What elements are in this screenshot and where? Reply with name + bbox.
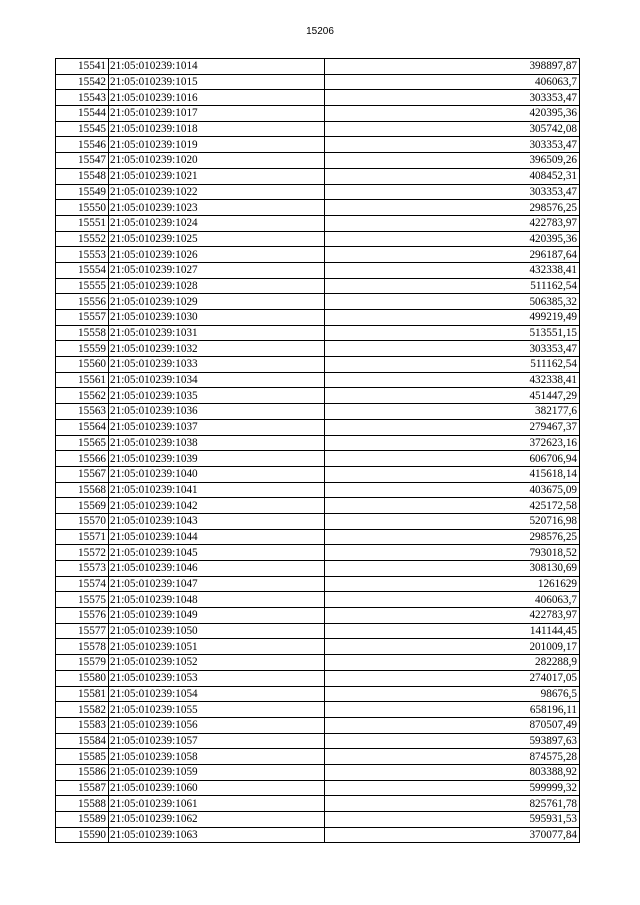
row-number-cell: 15569 [56,498,109,514]
cadastral-number-cell: 21:05:010239:1020 [109,153,325,169]
table-row [56,466,580,482]
row-number-cell: 15578 [56,639,109,655]
value-cell: 420395,36 [325,106,580,122]
cadastral-number-cell: 21:05:010239:1054 [109,686,325,702]
cadastral-number-cell: 21:05:010239:1024 [109,215,325,231]
row-number-cell: 15543 [56,90,109,106]
value-cell: 420395,36 [325,231,580,247]
table-row [56,623,580,639]
table-row [56,670,580,686]
table-row [56,341,580,357]
row-number-cell: 15552 [56,231,109,247]
cadastral-number-cell: 21:05:010239:1034 [109,372,325,388]
row-number-cell: 15553 [56,247,109,263]
table-row [56,764,580,780]
table-row [56,74,580,90]
cadastral-number-cell: 21:05:010239:1015 [109,74,325,90]
value-cell: 425172,58 [325,498,580,514]
row-number-cell: 15556 [56,294,109,310]
cadastral-number-cell: 21:05:010239:1063 [109,827,325,843]
cadastral-number-cell: 21:05:010239:1050 [109,623,325,639]
value-cell: 1261629 [325,576,580,592]
cadastral-number-cell: 21:05:010239:1021 [109,168,325,184]
row-number-cell: 15575 [56,592,109,608]
cadastral-number-cell: 21:05:010239:1058 [109,749,325,765]
value-cell: 298576,25 [325,200,580,216]
row-number-cell: 15581 [56,686,109,702]
value-cell: 382177,6 [325,404,580,420]
value-cell: 874575,28 [325,749,580,765]
value-cell: 303353,47 [325,184,580,200]
row-number-cell: 15548 [56,168,109,184]
cadastral-number-cell: 21:05:010239:1030 [109,310,325,326]
value-cell: 303353,47 [325,137,580,153]
row-number-cell: 15582 [56,702,109,718]
cadastral-number-cell: 21:05:010239:1045 [109,545,325,561]
value-cell: 98676,5 [325,686,580,702]
cadastral-number-cell: 21:05:010239:1037 [109,419,325,435]
table-row [56,215,580,231]
cadastral-number-cell: 21:05:010239:1032 [109,341,325,357]
table-row [56,90,580,106]
row-number-cell: 15571 [56,529,109,545]
cadastral-number-cell: 21:05:010239:1049 [109,608,325,624]
value-cell: 520716,98 [325,513,580,529]
value-cell: 511162,54 [325,278,580,294]
value-cell: 296187,64 [325,247,580,263]
value-cell: 406063,7 [325,592,580,608]
value-cell: 403675,09 [325,482,580,498]
row-number-cell: 15565 [56,435,109,451]
value-cell: 372623,16 [325,435,580,451]
table-row [56,231,580,247]
table-row [56,796,580,812]
cadastral-number-cell: 21:05:010239:1026 [109,247,325,263]
cadastral-number-cell: 21:05:010239:1041 [109,482,325,498]
row-number-cell: 15566 [56,451,109,467]
row-number-cell: 15559 [56,341,109,357]
row-number-cell: 15542 [56,74,109,90]
table-row [56,419,580,435]
cadastral-number-cell: 21:05:010239:1060 [109,780,325,796]
row-number-cell: 15567 [56,466,109,482]
cadastral-number-cell: 21:05:010239:1048 [109,592,325,608]
row-number-cell: 15555 [56,278,109,294]
row-number-cell: 15589 [56,812,109,828]
value-cell: 499219,49 [325,310,580,326]
table-row [56,639,580,655]
cadastral-number-cell: 21:05:010239:1056 [109,717,325,733]
table-row [56,325,580,341]
value-cell: 370077,84 [325,827,580,843]
table-row [56,262,580,278]
value-cell: 305742,08 [325,121,580,137]
cadastral-number-cell: 21:05:010239:1044 [109,529,325,545]
table-row [56,561,580,577]
table-row [56,576,580,592]
value-cell: 793018,52 [325,545,580,561]
cadastral-number-cell: 21:05:010239:1027 [109,262,325,278]
row-number-cell: 15554 [56,262,109,278]
row-number-cell: 15588 [56,796,109,812]
table-row [56,655,580,671]
value-cell: 141144,45 [325,623,580,639]
cadastral-number-cell: 21:05:010239:1055 [109,702,325,718]
table-row [56,498,580,514]
row-number-cell: 15584 [56,733,109,749]
table-row [56,686,580,702]
table-row [56,608,580,624]
table-row [56,294,580,310]
value-cell: 511162,54 [325,357,580,373]
table-row [56,513,580,529]
cadastral-number-cell: 21:05:010239:1039 [109,451,325,467]
row-number-cell: 15586 [56,764,109,780]
value-cell: 279467,37 [325,419,580,435]
row-number-cell: 15560 [56,357,109,373]
row-number-cell: 15572 [56,545,109,561]
table-row [56,717,580,733]
cadastral-number-cell: 21:05:010239:1028 [109,278,325,294]
value-cell: 606706,94 [325,451,580,467]
cadastral-number-cell: 21:05:010239:1025 [109,231,325,247]
cadastral-number-cell: 21:05:010239:1035 [109,388,325,404]
value-cell: 408452,31 [325,168,580,184]
row-number-cell: 15590 [56,827,109,843]
row-number-cell: 15549 [56,184,109,200]
table-row [56,184,580,200]
table-row [56,812,580,828]
cadastral-number-cell: 21:05:010239:1031 [109,325,325,341]
cadastral-value-table [55,58,580,843]
table-row [56,592,580,608]
value-cell: 432338,41 [325,372,580,388]
table-row [56,780,580,796]
value-cell: 599999,32 [325,780,580,796]
value-cell: 308130,69 [325,561,580,577]
cadastral-number-cell: 21:05:010239:1029 [109,294,325,310]
cadastral-number-cell: 21:05:010239:1016 [109,90,325,106]
row-number-cell: 15579 [56,655,109,671]
value-cell: 415618,14 [325,466,580,482]
cadastral-number-cell: 21:05:010239:1047 [109,576,325,592]
table-row [56,200,580,216]
table-row [56,106,580,122]
value-cell: 595931,53 [325,812,580,828]
table-body [56,59,580,843]
value-cell: 422783,97 [325,215,580,231]
cadastral-number-cell: 21:05:010239:1022 [109,184,325,200]
value-cell: 658196,11 [325,702,580,718]
table-row [56,168,580,184]
row-number-cell: 15585 [56,749,109,765]
table-row [56,435,580,451]
value-cell: 406063,7 [325,74,580,90]
cadastral-number-cell: 21:05:010239:1052 [109,655,325,671]
value-cell: 303353,47 [325,90,580,106]
value-cell: 803388,92 [325,764,580,780]
value-cell: 432338,41 [325,262,580,278]
cadastral-number-cell: 21:05:010239:1040 [109,466,325,482]
cadastral-number-cell: 21:05:010239:1046 [109,561,325,577]
table-row [56,451,580,467]
page-number: 15206 [306,26,334,37]
cadastral-number-cell: 21:05:010239:1061 [109,796,325,812]
table-row [56,372,580,388]
row-number-cell: 15580 [56,670,109,686]
cadastral-number-cell: 21:05:010239:1059 [109,764,325,780]
row-number-cell: 15583 [56,717,109,733]
table-row [56,827,580,843]
table-row [56,137,580,153]
value-cell: 506385,32 [325,294,580,310]
row-number-cell: 15550 [56,200,109,216]
table-row [56,121,580,137]
row-number-cell: 15563 [56,404,109,420]
row-number-cell: 15557 [56,310,109,326]
row-number-cell: 15568 [56,482,109,498]
row-number-cell: 15546 [56,137,109,153]
cadastral-number-cell: 21:05:010239:1053 [109,670,325,686]
row-number-cell: 15545 [56,121,109,137]
cadastral-number-cell: 21:05:010239:1062 [109,812,325,828]
row-number-cell: 15576 [56,608,109,624]
table-row [56,247,580,263]
row-number-cell: 15574 [56,576,109,592]
cadastral-number-cell: 21:05:010239:1014 [109,59,325,75]
row-number-cell: 15564 [56,419,109,435]
value-cell: 298576,25 [325,529,580,545]
table-row [56,153,580,169]
value-cell: 513551,15 [325,325,580,341]
value-cell: 593897,63 [325,733,580,749]
cadastral-number-cell: 21:05:010239:1036 [109,404,325,420]
row-number-cell: 15558 [56,325,109,341]
value-cell: 201009,17 [325,639,580,655]
table-row [56,59,580,75]
cadastral-number-cell: 21:05:010239:1019 [109,137,325,153]
table-row [56,749,580,765]
value-cell: 825761,78 [325,796,580,812]
table-row [56,404,580,420]
cadastral-number-cell: 21:05:010239:1038 [109,435,325,451]
table-row [56,278,580,294]
cadastral-number-cell: 21:05:010239:1042 [109,498,325,514]
cadastral-number-cell: 21:05:010239:1023 [109,200,325,216]
value-cell: 870507,49 [325,717,580,733]
row-number-cell: 15551 [56,215,109,231]
cadastral-number-cell: 21:05:010239:1051 [109,639,325,655]
value-cell: 282288,9 [325,655,580,671]
row-number-cell: 15570 [56,513,109,529]
table-row [56,733,580,749]
value-cell: 303353,47 [325,341,580,357]
table-row [56,482,580,498]
row-number-cell: 15547 [56,153,109,169]
row-number-cell: 15562 [56,388,109,404]
cadastral-number-cell: 21:05:010239:1017 [109,106,325,122]
value-cell: 396509,26 [325,153,580,169]
cadastral-number-cell: 21:05:010239:1033 [109,357,325,373]
cadastral-number-cell: 21:05:010239:1018 [109,121,325,137]
value-cell: 274017,05 [325,670,580,686]
table-row [56,529,580,545]
table-row [56,357,580,373]
value-cell: 451447,29 [325,388,580,404]
table-row [56,545,580,561]
row-number-cell: 15544 [56,106,109,122]
table-row [56,310,580,326]
row-number-cell: 15577 [56,623,109,639]
row-number-cell: 15541 [56,59,109,75]
table-row [56,388,580,404]
cadastral-number-cell: 21:05:010239:1043 [109,513,325,529]
value-cell: 398897,87 [325,59,580,75]
table-row [56,702,580,718]
row-number-cell: 15561 [56,372,109,388]
cadastral-number-cell: 21:05:010239:1057 [109,733,325,749]
value-cell: 422783,97 [325,608,580,624]
cadastral-value-table-container [55,58,580,843]
row-number-cell: 15573 [56,561,109,577]
row-number-cell: 15587 [56,780,109,796]
